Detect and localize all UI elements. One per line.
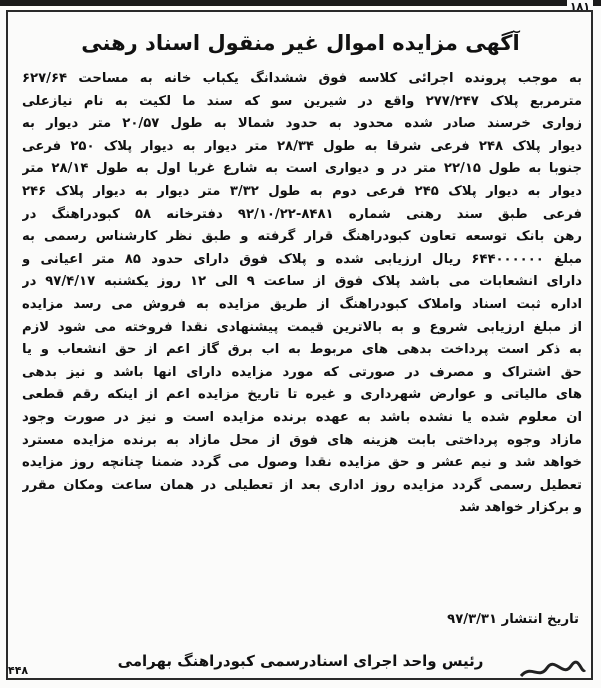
notice-line: حق اشتراک و مصرف در صورتی که مورد مزایده دارای انها باشد و نیز بدهی <box>22 364 582 380</box>
notice-line: و برکزار خواهد شد <box>459 500 582 516</box>
notice-title: آگهی مزایده اموال غیر منقول اسناد رهنی <box>81 31 520 55</box>
notice-line: رهن بانک توسعه تعاون کبودراهنگ قرار گرفته و طبق نظر کارشناس رسمی به <box>22 229 582 245</box>
notice-line: از مبلغ ارزیابی شروع و به بالاترین قیمت پیشنهادی نقدا فروخته می شود لازم <box>22 319 582 335</box>
notice-line: دیوار پلاک ۲۴۸ فرعی شرقا به طول ۲۸/۳۴ متر دیوار به دیوار پلاک ۲۵۰ فرعی <box>22 138 582 154</box>
notice-line: مبلغ ۶۴۴۰۰۰۰۰۰ ریال ارزیابی شده و پلاک فوق دارای حدود ۸۵ متر اعیانی و <box>22 251 582 267</box>
notice-body <box>22 68 582 520</box>
notice-line: خواهد شد و نیم عشر و حق مزایده نقدا وصول می گردد ضمنا چنانچه روز مزایده <box>22 455 582 471</box>
notice-line: دارای انشعابات می باشد پلاک فوق از ساعت ۹ الی ۱۲ روز یکشنبه ۹۷/۴/۱۷ در <box>22 274 582 290</box>
publish-date: تاریخ انتشار ۹۷/۳/۳۱ <box>447 612 579 627</box>
notice-line: به ذکر است پرداخت بدهی های مربوط به اب برق گاز اعم از حق انشعاب و یا <box>22 342 582 358</box>
ad-number: ۱۸۱ <box>567 0 593 13</box>
notice-line: های مالیاتی و عوارض شهرداری و غیره تا تاریخ مزایده اعم از اینکه رقم قطعی <box>22 387 582 403</box>
notice-line: فرعی طبق سند رهنی شماره ۸۴۸۱-۹۲/۱۰/۲۲ دفترخانه ۵۸ کبودراهنگ در <box>22 206 582 222</box>
notice-line: مترمربع پلاک ۲۷۷/۲۴۷ واقع در شیرین سو که سند ما لکیت به نام نیازعلی <box>22 93 582 109</box>
signature-line: رئیس واحد اجرای اسنادرسمی کبودراهنگ بهرامی <box>117 652 484 670</box>
ad-code: ۴۴۸ <box>8 664 29 677</box>
notice-line: ان معلوم شده یا نشده باشد به عهده برنده مزایده است و نیز در صورت وجود <box>22 409 582 425</box>
handwritten-mark-icon <box>517 660 587 682</box>
notice-line: مازاد وجوه پرداختی بابت هزینه های فوق از محل مازاد به برنده مزایده مسترد <box>22 432 582 448</box>
notice-line: به موجب پرونده اجرائی کلاسه فوق ششدانگ یکباب خانه به مساحت ۶۲۷/۶۴ <box>22 71 582 86</box>
notice-line: اداره ثبت اسناد واملاک کبودراهنگ از طریق مزایده به فروش می رسد مزایده <box>22 296 582 312</box>
notice-line: جنوبا به طول ۲۲/۱۵ متر در و دیواری است به شارع غربا اول به طول ۲۸/۱۴ متر <box>22 161 582 177</box>
top-rule <box>0 0 601 6</box>
notice-line: دیوار به دیوار پلاک ۲۴۵ فرعی دوم به طول ۳/۳۲ متر دیوار به دیوار پلاک ۲۴۶ <box>22 183 582 199</box>
notice-line: زواری خرسند صادر شده محدود به حدود شمالا به طول ۲۰/۵۷ متر دیوار به <box>22 116 582 132</box>
notice-line: تعطیل رسمی گردد مزایده روز اداری بعد از تعطیلی در همان ساعت ومکان مقرر <box>22 477 582 493</box>
